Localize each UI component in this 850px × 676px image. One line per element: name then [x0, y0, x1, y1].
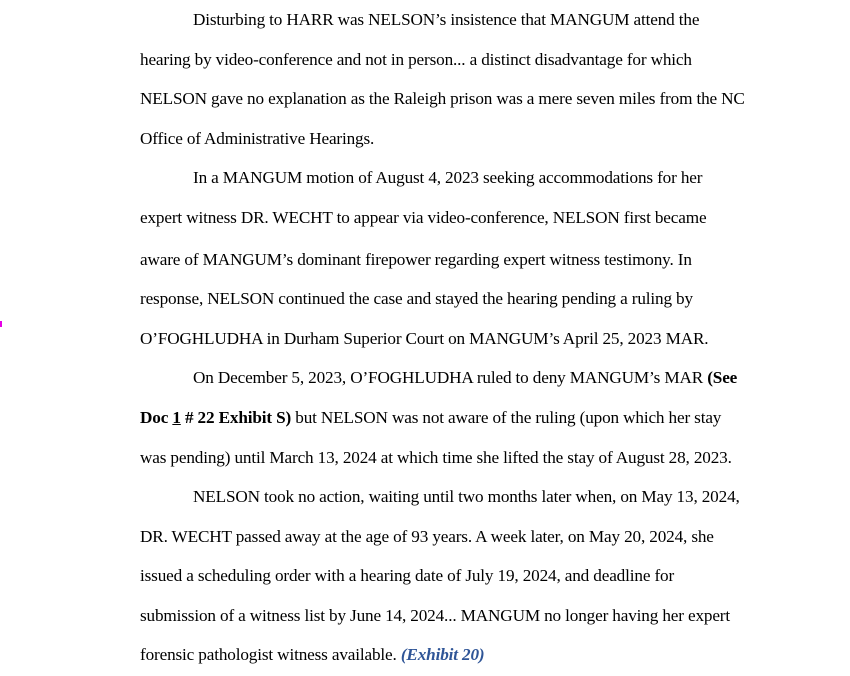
paragraph-3-line-2-text: but NELSON was not aware of the ruling (upon which her stay [291, 408, 722, 427]
paragraph-1-line-1: Disturbing to HARR was NELSON’s insistence that MANGUM attend the [193, 10, 700, 29]
paragraph-4-line-1: NELSON took no action, waiting until two months later when, on May 13, 2024, [193, 487, 740, 506]
margin-change-marker [0, 321, 2, 327]
citation-doc-number-link[interactable]: 1 [172, 408, 181, 427]
paragraph-2-line-4: response, NELSON continued the case and stayed the hearing pending a ruling by [140, 289, 693, 308]
paragraph-4-line-3: issued a scheduling order with a hearing date of July 19, 2024, and deadline for [140, 566, 675, 585]
paragraph-4-line-4: submission of a witness list by June 14, 2024... MANGUM no longer having her expert [140, 606, 731, 625]
paragraph-2-line-3: aware of MANGUM’s dominant firepower regarding expert witness testimony. In [140, 250, 692, 269]
paragraph-4-line-5-text: forensic pathologist witness available. [140, 645, 401, 664]
paragraph-2-line-5: O’FOGHLUDHA in Durham Superior Court on MANGUM’s April 25, 2023 MAR. [140, 329, 709, 348]
paragraph-2-line-2: expert witness DR. WECHT to appear via video-conference, NELSON first became [140, 208, 707, 227]
paragraph-1-line-2: hearing by video-conference and not in person... a distinct disadvantage for which [140, 50, 692, 69]
paragraph-3-line-1-text: On December 5, 2023, O’FOGHLUDHA ruled to deny MANGUM’s MAR [193, 368, 708, 387]
paragraph-3-line-2 [140, 408, 721, 428]
citation-see: (See [707, 368, 738, 387]
exhibit-20-reference[interactable]: (Exhibit 20) [400, 645, 485, 664]
paragraph-3-line-1 [193, 368, 737, 388]
paragraph-1-line-3: NELSON gave no explanation as the Raleigh prison was a mere seven miles from the NC [140, 89, 745, 108]
citation-exhibit-s: # 22 Exhibit S) [180, 408, 292, 427]
citation-doc-label: Doc [140, 408, 173, 427]
paragraph-3-line-3: was pending) until March 13, 2024 at which time she lifted the stay of August 28, 2023. [140, 448, 732, 467]
paragraph-4-line-5 [140, 645, 485, 665]
paragraph-1-line-4: Office of Administrative Hearings. [140, 129, 375, 148]
paragraph-2-line-1: In a MANGUM motion of August 4, 2023 seeking accommodations for her [193, 168, 703, 187]
paragraph-4-line-2: DR. WECHT passed away at the age of 93 years. A week later, on May 20, 2024, she [140, 527, 714, 546]
